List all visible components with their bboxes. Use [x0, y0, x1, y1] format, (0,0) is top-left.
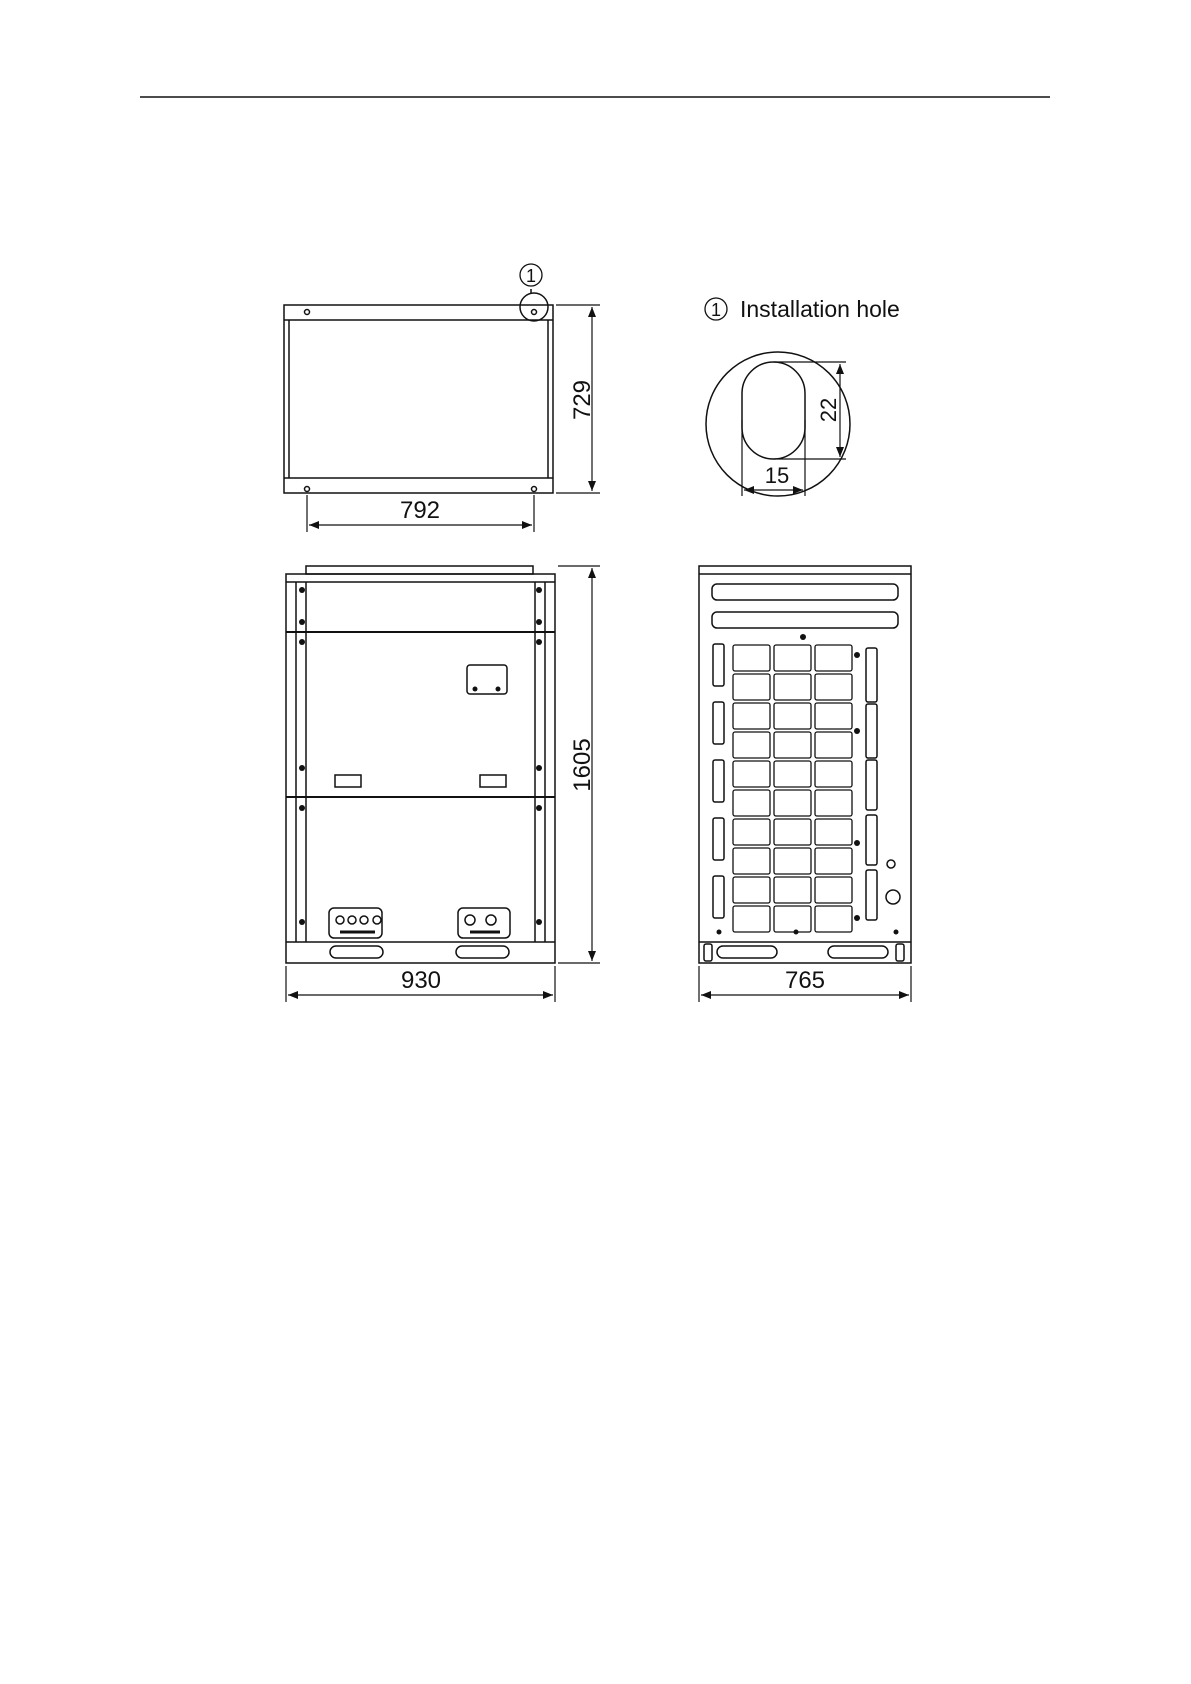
grille-cell — [815, 732, 852, 758]
grille-cell — [774, 877, 811, 903]
grille-cell — [774, 645, 811, 671]
grille-cell — [774, 674, 811, 700]
grille-cell — [733, 906, 770, 932]
grille-cell — [774, 819, 811, 845]
hole-width-value: 15 — [764, 463, 790, 488]
grille-cell — [815, 674, 852, 700]
grille-cell — [733, 790, 770, 816]
top-view — [284, 289, 553, 493]
grille-cell — [815, 703, 852, 729]
grille-cell — [733, 674, 770, 700]
grille-cell — [774, 703, 811, 729]
grille-cell — [733, 848, 770, 874]
grille-cell — [733, 732, 770, 758]
front-view — [286, 566, 555, 963]
grille-cell — [815, 906, 852, 932]
callout-number-legend: 1 — [710, 300, 722, 320]
grille-cell — [733, 877, 770, 903]
grille-cell — [815, 645, 852, 671]
front-height-value: 1605 — [569, 738, 596, 792]
grille-cell — [774, 732, 811, 758]
grille-cell — [733, 819, 770, 845]
front-view-bolts — [299, 587, 542, 925]
grille-cell — [815, 819, 852, 845]
callout-number-top: 1 — [525, 266, 537, 286]
grille-cell — [815, 848, 852, 874]
grille-cell — [815, 877, 852, 903]
grille-cell — [733, 645, 770, 671]
grille-cell — [774, 848, 811, 874]
grille-cell — [774, 790, 811, 816]
callout-marker-legend — [705, 298, 727, 320]
installation-hole-label: Installation hole — [740, 296, 900, 322]
grille-cell — [774, 906, 811, 932]
top-width-value: 792 — [399, 497, 441, 524]
side-view-bolts — [717, 634, 899, 935]
side-depth-value: 765 — [784, 967, 826, 994]
side-view-grille — [733, 645, 852, 932]
top-depth-value: 729 — [569, 379, 596, 421]
grille-cell — [815, 790, 852, 816]
grille-cell — [733, 761, 770, 787]
callout-marker-top — [520, 264, 542, 286]
grille-cell — [733, 703, 770, 729]
hole-height-value: 22 — [816, 397, 841, 423]
front-width-value: 930 — [400, 967, 442, 994]
grille-cell — [774, 761, 811, 787]
grille-cell — [815, 761, 852, 787]
